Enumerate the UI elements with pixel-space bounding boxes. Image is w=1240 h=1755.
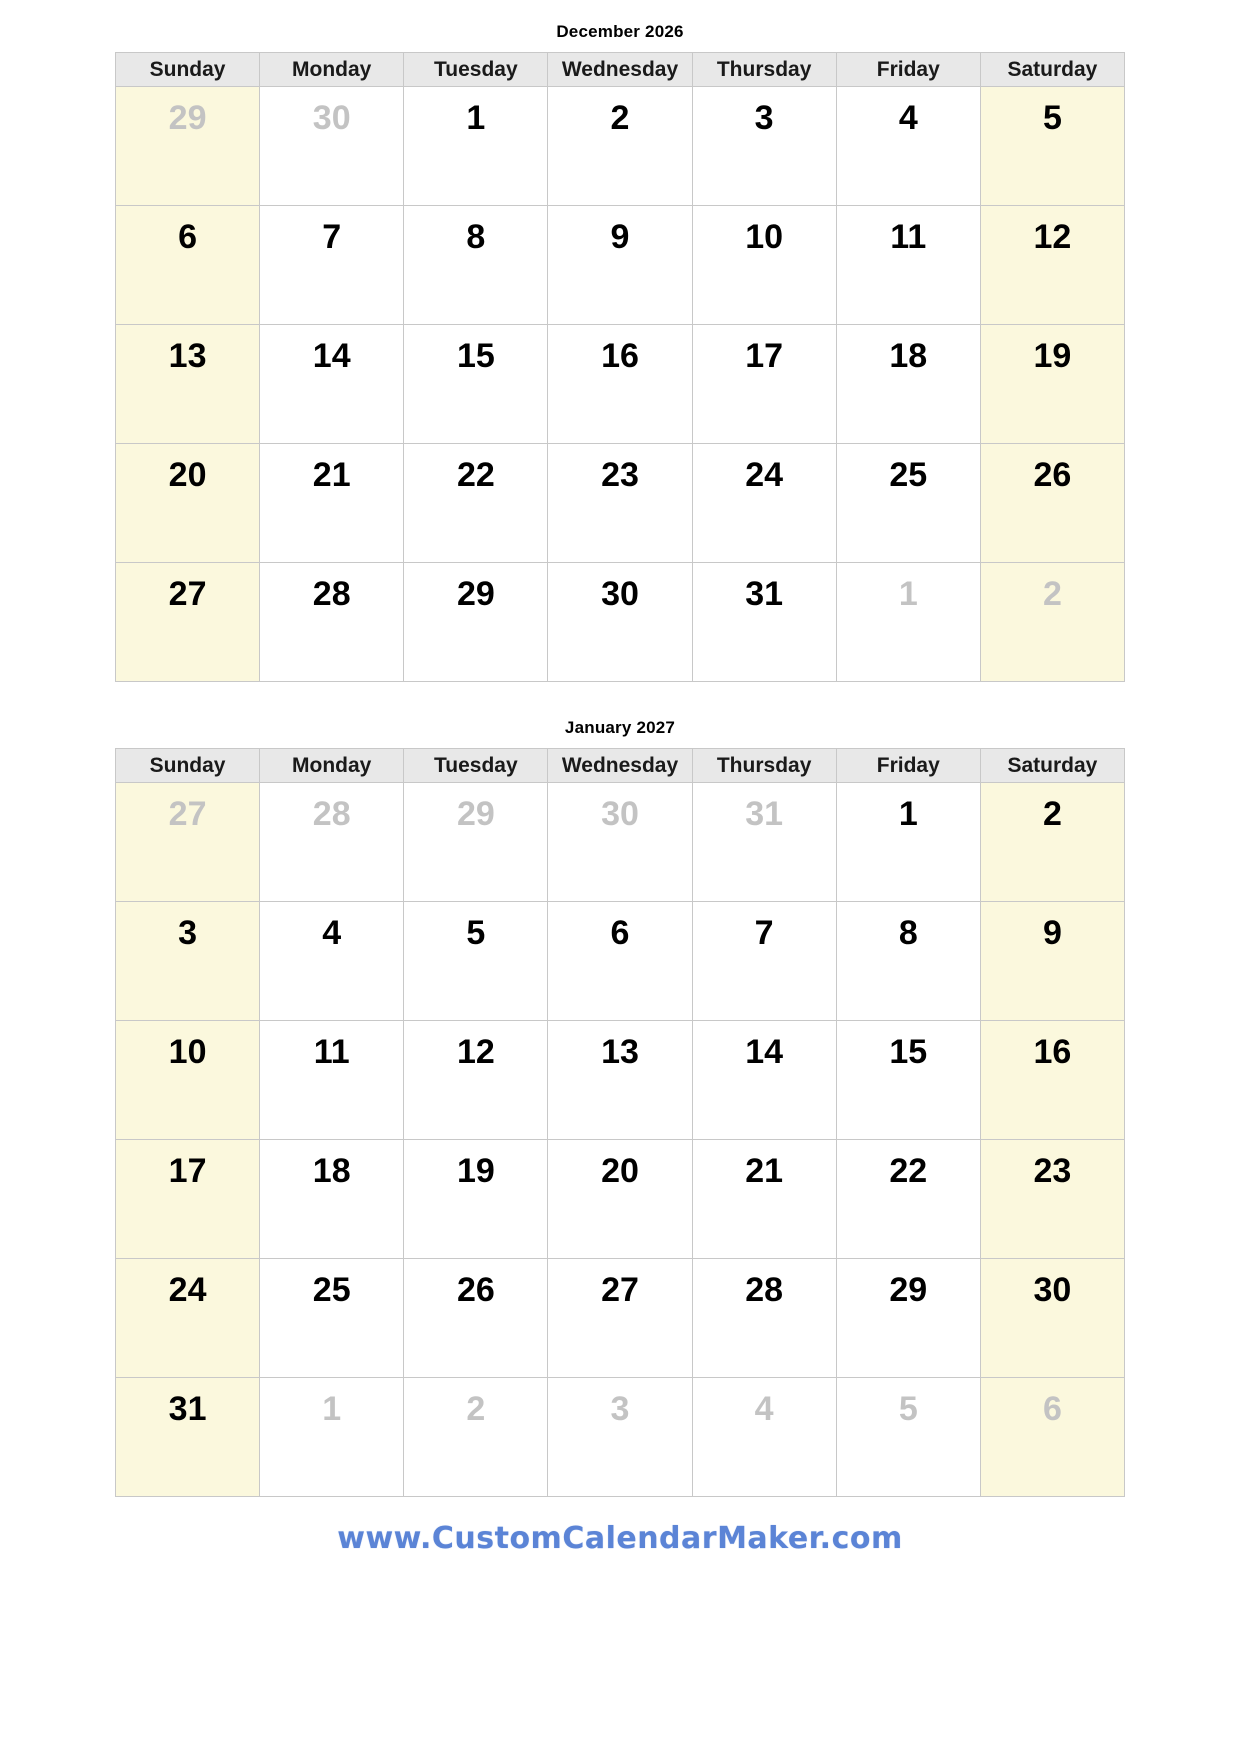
day-number: 21 [745,1152,784,1190]
day-number: 6 [178,218,198,256]
calendar-day-cell[interactable] [836,563,980,682]
calendar-day-cell[interactable] [836,87,980,206]
calendar-day-cell[interactable] [548,902,692,1021]
day-number: 28 [312,795,351,833]
calendar-day-cell[interactable] [260,1021,404,1140]
day-number: 2 [466,1390,486,1428]
day-number: 1 [898,795,918,833]
calendar-week-row [116,1021,1125,1140]
day-number: 18 [889,337,928,375]
day-number: 29 [456,575,495,613]
calendar-day-cell[interactable] [260,1259,404,1378]
calendar-day-cell[interactable] [836,206,980,325]
day-number: 24 [745,456,784,494]
day-number: 10 [745,218,784,256]
day-number: 21 [312,456,351,494]
day-number: 5 [1042,99,1062,137]
day-number: 24 [168,1271,207,1309]
calendar-day-cell[interactable] [116,1259,260,1378]
day-number: 5 [898,1390,918,1428]
day-number: 9 [610,218,630,256]
calendar-week-row [116,87,1125,206]
day-number: 27 [168,795,207,833]
day-number: 17 [745,337,784,375]
calendar-day-cell[interactable] [116,563,260,682]
calendar-day-cell[interactable] [980,783,1124,902]
calendar-body-december [116,87,1125,682]
calendar-day-cell[interactable] [980,1259,1124,1378]
calendar-day-cell[interactable] [692,902,836,1021]
weekday-header-monday: Monday [260,749,404,783]
calendar-day-cell[interactable] [980,206,1124,325]
calendar-day-cell[interactable] [980,325,1124,444]
day-number: 11 [890,218,927,256]
day-number: 30 [601,795,639,833]
day-number: 14 [312,337,351,375]
calendar-day-cell[interactable] [692,87,836,206]
calendar-day-cell[interactable] [692,1021,836,1140]
day-number: 27 [601,1271,639,1309]
calendar-week-row [116,783,1125,902]
calendar-body-january [116,783,1125,1497]
calendar-day-cell[interactable] [116,1021,260,1140]
day-number: 6 [1042,1390,1062,1428]
calendar-day-cell[interactable] [692,1140,836,1259]
calendar-day-cell[interactable] [116,1378,260,1497]
calendar-day-cell[interactable] [692,325,836,444]
day-number: 31 [745,575,784,613]
weekday-header-saturday: Saturday [980,749,1124,783]
calendar-day-cell[interactable] [404,1021,548,1140]
calendar-day-cell[interactable] [692,563,836,682]
weekday-header-row [116,749,1125,783]
month-block-january [60,696,1180,1497]
calendar-day-cell[interactable] [260,87,404,206]
day-number: 26 [456,1271,495,1309]
calendar-day-cell[interactable] [404,444,548,563]
calendar-day-cell[interactable] [404,1378,548,1497]
calendar-day-cell[interactable] [404,206,548,325]
calendar-day-cell[interactable] [980,444,1124,563]
weekday-header-sunday: Sunday [116,749,260,783]
weekday-header-wednesday: Wednesday [548,53,692,87]
weekday-header-tuesday: Tuesday [404,53,548,87]
day-number: 13 [601,1033,639,1071]
day-number: 20 [601,1152,639,1190]
calendar-day-cell[interactable] [548,444,692,563]
day-number: 30 [1033,1271,1072,1309]
calendar-table-january [115,748,1125,1497]
weekday-header-friday: Friday [836,749,980,783]
day-number: 15 [889,1033,928,1071]
day-number: 2 [1042,795,1062,833]
day-number: 28 [745,1271,784,1309]
calendar-week-row [116,444,1125,563]
weekday-header-sunday: Sunday [116,53,260,87]
day-number: 1 [322,1390,342,1428]
day-number: 7 [322,218,342,256]
day-number: 2 [1042,575,1062,613]
day-number: 19 [456,1152,495,1190]
weekday-header-tuesday: Tuesday [404,749,548,783]
calendar-day-cell[interactable] [116,87,260,206]
day-number: 4 [754,1390,774,1428]
day-number: 29 [889,1271,928,1309]
calendar-day-cell[interactable] [836,325,980,444]
calendar-day-cell[interactable] [404,1140,548,1259]
day-number: 10 [168,1033,207,1071]
calendar-day-cell[interactable] [404,87,548,206]
day-number: 3 [610,1390,630,1428]
calendar-day-cell[interactable] [836,902,980,1021]
calendar-day-cell[interactable] [404,783,548,902]
calendar-day-cell[interactable] [260,206,404,325]
day-number: 12 [1033,218,1072,256]
calendar-day-cell[interactable] [116,783,260,902]
calendar-day-cell[interactable] [548,87,692,206]
calendar-week-row [116,1140,1125,1259]
calendar-day-cell[interactable] [260,1140,404,1259]
calendar-day-cell[interactable] [692,444,836,563]
site-url-footer[interactable]: www.CustomCalendarMaker.com [337,1521,903,1556]
calendar-week-row [116,1378,1125,1497]
day-number: 30 [601,575,639,613]
day-number: 14 [745,1033,784,1071]
calendar-week-row [116,1259,1125,1378]
day-number: 11 [313,1033,350,1071]
day-number: 8 [466,218,486,256]
weekday-header-saturday: Saturday [980,53,1124,87]
calendar-day-cell[interactable] [548,783,692,902]
calendar-day-cell[interactable] [548,1378,692,1497]
calendar-week-row [116,563,1125,682]
calendar-day-cell[interactable] [404,563,548,682]
day-number: 29 [456,795,495,833]
calendar-day-cell[interactable] [116,325,260,444]
day-number: 17 [168,1152,207,1190]
day-number: 30 [312,99,351,137]
calendar-week-row [116,206,1125,325]
calendar-week-row [116,325,1125,444]
day-number: 31 [745,795,784,833]
calendar-table-december [115,52,1125,682]
calendar-day-cell[interactable] [116,1140,260,1259]
day-number: 15 [456,337,495,375]
day-number: 4 [322,914,342,952]
day-number: 18 [312,1152,351,1190]
day-number: 3 [754,99,774,137]
day-number: 31 [168,1390,207,1428]
calendar-day-cell[interactable] [980,1378,1124,1497]
calendar-week-row [116,902,1125,1021]
calendar-day-cell[interactable] [980,1021,1124,1140]
day-number: 13 [168,337,207,375]
weekday-header-friday: Friday [836,53,980,87]
calendar-day-cell[interactable] [260,444,404,563]
day-number: 3 [178,914,198,952]
month-block-december [60,0,1180,682]
day-number: 5 [466,914,486,952]
calendar-day-cell[interactable] [980,902,1124,1021]
calendar-day-cell[interactable] [404,1259,548,1378]
calendar-day-cell[interactable] [260,783,404,902]
calendar-day-cell[interactable] [836,1140,980,1259]
calendar-day-cell[interactable] [836,1021,980,1140]
calendar-day-cell[interactable] [260,1378,404,1497]
weekday-header-row [116,53,1125,87]
day-number: 25 [312,1271,351,1309]
calendar-day-cell[interactable] [548,563,692,682]
calendar-day-cell[interactable] [260,902,404,1021]
calendar-day-cell[interactable] [836,444,980,563]
day-number: 16 [1033,1033,1072,1071]
day-number: 19 [1033,337,1072,375]
calendar-day-cell[interactable] [548,1140,692,1259]
day-number: 6 [610,914,630,952]
calendar-day-cell[interactable] [692,1259,836,1378]
calendar-day-cell[interactable] [116,444,260,563]
calendar-day-cell[interactable] [692,206,836,325]
calendar-day-cell[interactable] [260,563,404,682]
weekday-header-monday: Monday [260,53,404,87]
day-number: 25 [889,456,928,494]
day-number: 2 [610,99,630,137]
weekday-header-wednesday: Wednesday [548,749,692,783]
calendar-day-cell[interactable] [836,1378,980,1497]
day-number: 12 [456,1033,495,1071]
calendar-day-cell[interactable] [548,206,692,325]
day-number: 29 [168,99,207,137]
calendar-day-cell[interactable] [260,325,404,444]
calendar-day-cell[interactable] [836,783,980,902]
weekday-header-thursday: Thursday [692,749,836,783]
month-title: December 2026 [556,22,684,41]
day-number: 27 [168,575,207,613]
day-number: 26 [1033,456,1072,494]
weekday-header-thursday: Thursday [692,53,836,87]
day-number: 23 [601,456,639,494]
day-number: 22 [889,1152,928,1190]
calendar-day-cell[interactable] [548,1259,692,1378]
day-number: 9 [1042,914,1062,952]
calendar-day-cell[interactable] [692,1378,836,1497]
day-number: 16 [601,337,639,375]
calendar-day-cell[interactable] [548,1021,692,1140]
month-title: January 2027 [564,718,676,737]
calendar-day-cell[interactable] [404,902,548,1021]
calendar-day-cell[interactable] [692,783,836,902]
day-number: 4 [898,99,918,137]
month-spacer [0,682,1240,696]
day-number: 7 [754,914,774,952]
calendar-day-cell[interactable] [980,1140,1124,1259]
calendar-day-cell[interactable] [116,206,260,325]
day-number: 28 [312,575,351,613]
day-number: 8 [898,914,918,952]
calendar-day-cell[interactable] [836,1259,980,1378]
calendar-day-cell[interactable] [980,87,1124,206]
day-number: 1 [466,99,486,137]
calendar-day-cell[interactable] [116,902,260,1021]
day-number: 1 [898,575,918,613]
calendar-day-cell[interactable] [404,325,548,444]
calendar-day-cell[interactable] [980,563,1124,682]
day-number: 20 [168,456,207,494]
day-number: 22 [456,456,495,494]
calendar-day-cell[interactable] [548,325,692,444]
day-number: 23 [1033,1152,1072,1190]
